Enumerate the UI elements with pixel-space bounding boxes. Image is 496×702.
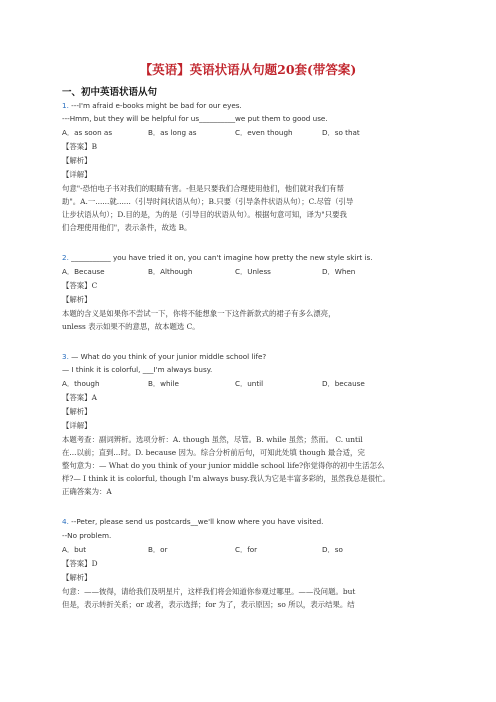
q1-number: 1. xyxy=(62,101,69,110)
q3-number: 3. xyxy=(62,352,69,361)
q3-line-2: — I think it is colorful, ___I'm always busy. xyxy=(62,365,213,374)
q3-explanation-2: 在...以前；直到...时。D. because 因为。综合分析前后句，可知此处填 though 最合适，完 xyxy=(62,448,365,457)
q3-explanation-4: 样?— I think it is colorful, though I'm always busy.我认为它是丰富多彩的，虽然我总是很忙。 xyxy=(62,474,390,483)
q4-line-2: --No problem. xyxy=(62,531,112,540)
q2-analysis-label: 【解析】 xyxy=(62,295,92,304)
q4-option-b: B．or xyxy=(148,545,168,554)
q1-explanation-2: 助"。A.一......就......（引导时间状语从句）；B.只要（引导条件状语从句）；C.尽管（引导 xyxy=(62,197,354,206)
q2-option-b: B．Although xyxy=(148,267,193,276)
q4-number: 4. xyxy=(62,517,69,526)
q2-option-c: C．Unless xyxy=(235,267,271,276)
q3-explanation-3: 整句意为：— What do you think of your junior middle school life?你觉得你的初中生活怎么 xyxy=(62,461,385,470)
q3-line-1: 3. — What do you think of your junior middle school life? xyxy=(62,352,267,361)
q1-explanation-1: 句意"-恐怕电子书对我们的眼睛有害。-但是只要我们合理使用他们，他们就对我们有帮 xyxy=(62,184,344,193)
document-title: 【英语】英语状语从句题20套(带答案) xyxy=(139,62,357,77)
q4-explanation-2: 但是，表示转折关系；or 或者，表示选择；for 为了，表示原因；so 所以，表示结果。结 xyxy=(62,600,355,609)
q1-answer: 【答案】B xyxy=(62,142,97,151)
q4-option-d: D．so xyxy=(322,545,343,554)
q4-option-c: C．for xyxy=(235,545,258,554)
q3-detail-label: 【详解】 xyxy=(62,421,92,430)
q1-explanation-3: 让步状语从句）；D.目的是，为的是（引导目的状语从句）。根据句意可知，译为"只要我 xyxy=(62,210,347,219)
q3-option-c: C．until xyxy=(235,379,264,388)
q1-analysis-label: 【解析】 xyxy=(62,156,92,165)
q1-detail-label: 【详解】 xyxy=(62,170,92,179)
q2-explanation-1: 本题的含义是如果你不尝试一下，你将不能想象一下这件新款式的裙子有多么漂亮， xyxy=(62,309,336,318)
q2-explanation-2: unless 表示如果不的意思，故本题选 C。 xyxy=(62,322,200,331)
q3-answer: 【答案】A xyxy=(62,393,97,402)
q4-analysis-label: 【解析】 xyxy=(62,573,92,582)
q1-option-b: B．as long as xyxy=(148,128,197,137)
q2-option-a: A．Because xyxy=(62,267,105,276)
q3-option-b: B．while xyxy=(148,379,179,388)
q4-answer: 【答案】D xyxy=(62,559,98,568)
q2-number: 2. xyxy=(62,253,69,262)
q3-explanation-1: 本题考查：副词辨析。选项分析：A. though 虽然，尽管。B. while 虽然；然而。 C. until xyxy=(62,435,363,444)
q4-line-1: 4. --Peter, please send us postcards__we'll know where you have visited. xyxy=(62,517,324,526)
q2-option-d: D．When xyxy=(322,267,356,276)
q3-explanation-5: 正确答案为：A xyxy=(62,487,112,496)
q4-option-a: A．but xyxy=(62,545,87,554)
q1-line-2: ---Hmm, but they will be helpful for us__________we put them to good use. xyxy=(62,114,328,123)
q1-explanation-4: 们合理使用他们"，表示条件，故选 B。 xyxy=(62,223,192,232)
section-heading: 一、初中英语状语从句 xyxy=(62,87,158,98)
q4-explanation-1: 句意：——彼得，请给我们及明星片，这样我们将会知道你参观过哪里。——没问题。but xyxy=(62,587,356,596)
q1-option-a: A．as soon as xyxy=(62,128,113,137)
q3-analysis-label: 【解析】 xyxy=(62,407,92,416)
q3-option-d: D．because xyxy=(322,379,365,388)
q2-line-1: 2. ___________ you have tried it on, you can't imagine how pretty the new style skirt is. xyxy=(62,253,373,262)
q3-option-a: A．though xyxy=(62,379,100,388)
q1-option-d: D．so that xyxy=(322,128,360,137)
q1-line-1: 1. ---I'm afraid e-books might be bad for our eyes. xyxy=(62,101,242,110)
q1-option-c: C．even though xyxy=(235,128,293,137)
q2-answer: 【答案】C xyxy=(62,281,98,290)
